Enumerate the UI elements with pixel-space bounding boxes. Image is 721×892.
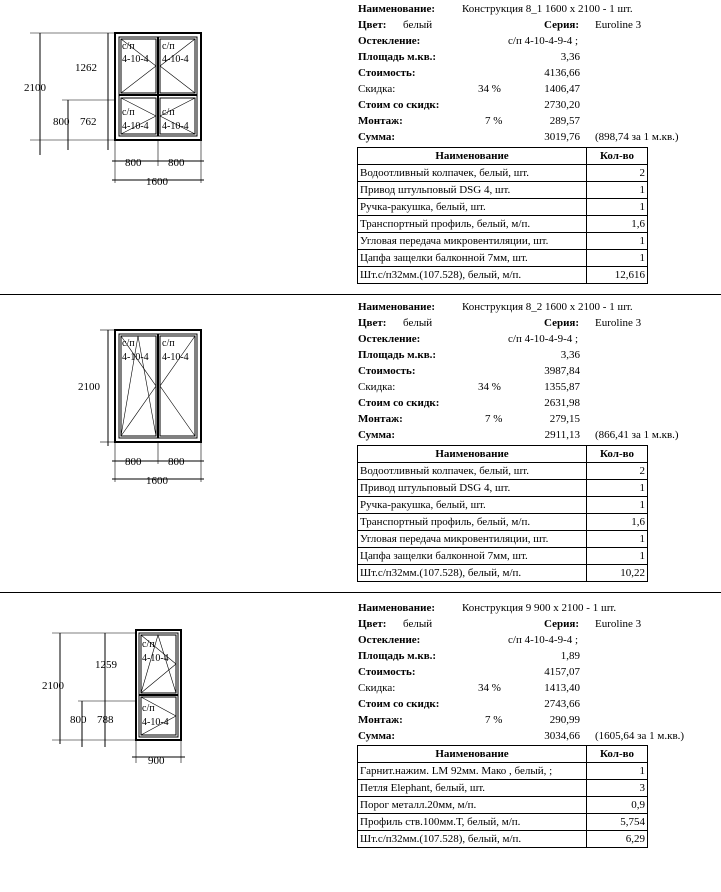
label-mount: Монтаж: — [358, 115, 403, 127]
mount-pct: 7 % — [485, 714, 503, 726]
label-mount: Монтаж: — [358, 714, 403, 726]
construction-name: Конструкция 8_1 1600 x 2100 - 1 шт. — [462, 3, 633, 15]
window-drawing-3 — [0, 597, 355, 777]
color-value: белый — [403, 317, 433, 329]
label-cost-discount: Стоим со скидк: — [358, 397, 440, 409]
table-row — [358, 797, 648, 814]
section-divider — [0, 294, 721, 295]
per-m2-value: (866,41 за 1 м.кв.) — [595, 429, 679, 441]
items-table-3 — [357, 745, 648, 848]
item-qty: 1 — [587, 548, 648, 565]
table-row — [358, 531, 648, 548]
label-area: Площадь м.кв.: — [358, 51, 437, 63]
item-name: Транспортный профиль, белый, м/п. — [358, 514, 587, 531]
item-name: Ручка-ракушка, белый, шт. — [358, 497, 587, 514]
table-row — [358, 165, 648, 182]
cost-value: 4136,66 — [544, 67, 580, 79]
dim-total-2: 1600 — [146, 475, 168, 487]
label-discount: Скидка: — [358, 682, 396, 694]
item-name: Водоотливный колпачек, белый, шт. — [358, 463, 587, 480]
label-name: Наименование: — [358, 3, 435, 15]
glazing-value: с/п 4-10-4-9-4 ; — [508, 333, 579, 345]
item-qty: 1 — [587, 182, 648, 199]
per-m2-value: (1605,64 за 1 м.кв.) — [595, 730, 685, 742]
label-color: Цвет: — [358, 317, 387, 329]
label-cost-discount: Стоим со скидк: — [358, 698, 440, 710]
table-row — [358, 267, 648, 284]
label-glazing: Остекление: — [358, 634, 421, 646]
glass-label: с/п — [162, 107, 175, 118]
dim-w1-1: 800 — [125, 157, 142, 169]
dim-upper-1: 1262 — [75, 62, 97, 74]
color-value: белый — [403, 618, 433, 630]
mount-pct: 7 % — [485, 413, 503, 425]
dim-upper-3: 1259 — [95, 659, 117, 671]
item-qty: 1,6 — [587, 216, 648, 233]
item-name: Угловая передача микровентиляции, шт. — [358, 531, 587, 548]
glass-label: 4-10-4 — [142, 717, 169, 728]
label-sum: Сумма: — [358, 429, 396, 441]
label-series: Серия: — [544, 317, 580, 329]
table-row — [358, 199, 648, 216]
item-qty: 1 — [587, 233, 648, 250]
cost-discount-value: 2631,98 — [544, 397, 580, 409]
item-name: Цапфа защелки балконной 7мм, шт. — [358, 548, 587, 565]
window-drawing-2 — [0, 298, 355, 498]
area-value: 3,36 — [560, 349, 580, 361]
item-qty: 3 — [587, 780, 648, 797]
label-discount: Скидка: — [358, 83, 396, 95]
glass-label: с/п — [122, 107, 135, 118]
dim-total-1: 1600 — [146, 176, 168, 188]
dim-lower-a-1: 800 — [53, 116, 70, 128]
discount-pct: 34 % — [478, 83, 501, 95]
cost-discount-value: 2743,66 — [544, 698, 580, 710]
color-value: белый — [403, 19, 433, 31]
table-row — [358, 814, 648, 831]
glass-label: 4-10-4 — [122, 121, 149, 132]
label-sum: Сумма: — [358, 730, 396, 742]
table-row — [358, 182, 648, 199]
item-qty: 1 — [587, 497, 648, 514]
item-name: Шт.с/п32мм.(107.528), белый, м/п. — [358, 267, 587, 284]
item-qty: 1 — [587, 531, 648, 548]
series-value: Euroline 3 — [595, 19, 642, 31]
glass-label: 4-10-4 — [162, 352, 189, 363]
label-discount: Скидка: — [358, 381, 396, 393]
item-qty: 12,616 — [587, 267, 648, 284]
table-row — [358, 463, 648, 480]
item-name: Профиль ств.100мм.Т, белый, м/п. — [358, 814, 587, 831]
series-value: Euroline 3 — [595, 317, 642, 329]
item-name: Шт.с/п32мм.(107.528), белый, м/п. — [358, 831, 587, 848]
table-row — [358, 497, 648, 514]
dim-height-3: 2100 — [42, 680, 64, 692]
item-name: Привод штульповый DSG 4, шт. — [358, 182, 587, 199]
items-table-1 — [357, 147, 648, 284]
discount-value: 1406,47 — [544, 83, 580, 95]
item-qty: 2 — [587, 463, 648, 480]
mount-pct: 7 % — [485, 115, 503, 127]
item-name: Водоотливный колпачек, белый, шт. — [358, 165, 587, 182]
item-name: Порог металл.20мм, м/п. — [358, 797, 587, 814]
glass-label: с/п — [162, 41, 175, 52]
label-cost: Стоимость: — [358, 365, 416, 377]
label-glazing: Остекление: — [358, 35, 421, 47]
dim-lower-a-3: 800 — [70, 714, 87, 726]
label-area: Площадь м.кв.: — [358, 349, 437, 361]
construction-section-3 — [0, 597, 721, 892]
item-qty: 6,29 — [587, 831, 648, 848]
label-cost: Стоимость: — [358, 67, 416, 79]
item-qty: 1 — [587, 199, 648, 216]
discount-pct: 34 % — [478, 682, 501, 694]
section-divider — [0, 592, 721, 593]
item-name: Привод штульповый DSG 4, шт. — [358, 480, 587, 497]
label-glazing: Остекление: — [358, 333, 421, 345]
label-mount: Монтаж: — [358, 413, 403, 425]
label-color: Цвет: — [358, 19, 387, 31]
dim-height-1: 2100 — [24, 82, 46, 94]
table-row — [358, 216, 648, 233]
glass-label: с/п — [142, 639, 155, 650]
item-qty: 10,22 — [587, 565, 648, 582]
table-row — [358, 514, 648, 531]
label-sum: Сумма: — [358, 131, 396, 143]
col-qty-header: Кол-во — [587, 148, 648, 165]
label-name: Наименование: — [358, 301, 435, 313]
series-value: Euroline 3 — [595, 618, 642, 630]
table-row — [358, 763, 648, 780]
glass-label: 4-10-4 — [162, 121, 189, 132]
mount-value: 279,15 — [549, 413, 580, 425]
table-row — [358, 565, 648, 582]
table-row — [358, 831, 648, 848]
window-drawing-1 — [0, 0, 355, 292]
col-name-header: Наименование — [358, 148, 587, 165]
dim-lower-b-1: 762 — [80, 116, 97, 128]
per-m2-value: (898,74 за 1 м.кв.) — [595, 131, 679, 143]
sum-value: 2911,13 — [544, 429, 580, 441]
item-qty: 0,9 — [587, 797, 648, 814]
discount-pct: 34 % — [478, 381, 501, 393]
label-series: Серия: — [544, 618, 580, 630]
construction-name: Конструкция 8_2 1600 x 2100 - 1 шт. — [462, 301, 633, 313]
label-color: Цвет: — [358, 618, 387, 630]
item-qty: 5,754 — [587, 814, 648, 831]
sum-value: 3034,66 — [544, 730, 580, 742]
item-qty: 1 — [587, 480, 648, 497]
area-value: 1,89 — [560, 650, 580, 662]
dim-height-2: 2100 — [78, 381, 100, 393]
dim-lower-b-3: 788 — [97, 714, 114, 726]
cost-discount-value: 2730,20 — [544, 99, 580, 111]
item-name: Угловая передача микровентиляции, шт. — [358, 233, 587, 250]
glass-label: 4-10-4 — [142, 653, 169, 664]
glazing-value: с/п 4-10-4-9-4 ; — [508, 634, 579, 646]
col-name-header: Наименование — [358, 446, 587, 463]
glass-label: с/п — [142, 703, 155, 714]
item-qty: 1 — [587, 250, 648, 267]
glass-label: 4-10-4 — [162, 54, 189, 65]
item-qty: 1 — [587, 763, 648, 780]
item-name: Шт.с/п32мм.(107.528), белый, м/п. — [358, 565, 587, 582]
item-qty: 2 — [587, 165, 648, 182]
construction-section-2 — [0, 298, 721, 590]
dim-w1-2: 800 — [125, 456, 142, 468]
discount-value: 1355,87 — [544, 381, 580, 393]
glass-label: с/п — [122, 41, 135, 52]
construction-name: Конструкция 9 900 x 2100 - 1 шт. — [462, 602, 617, 614]
table-row — [358, 780, 648, 797]
table-row — [358, 250, 648, 267]
col-qty-header: Кол-во — [587, 446, 648, 463]
dim-total-3: 900 — [148, 755, 165, 767]
label-cost-discount: Стоим со скидк: — [358, 99, 440, 111]
item-name: Цапфа защелки балконной 7мм, шт. — [358, 250, 587, 267]
cost-value: 3987,84 — [544, 365, 580, 377]
area-value: 3,36 — [560, 51, 580, 63]
col-qty-header: Кол-во — [587, 746, 648, 763]
glass-label: с/п — [162, 338, 175, 349]
label-cost: Стоимость: — [358, 666, 416, 678]
table-row — [358, 480, 648, 497]
dim-w2-2: 800 — [168, 456, 185, 468]
item-qty: 1,6 — [587, 514, 648, 531]
label-area: Площадь м.кв.: — [358, 650, 437, 662]
glazing-value: с/п 4-10-4-9-4 ; — [508, 35, 579, 47]
cost-value: 4157,07 — [544, 666, 580, 678]
table-row — [358, 548, 648, 565]
table-row — [358, 233, 648, 250]
dim-w2-1: 800 — [168, 157, 185, 169]
item-name: Транспортный профиль, белый, м/п. — [358, 216, 587, 233]
item-name: Петля Elephant, белый, шт. — [358, 780, 587, 797]
items-table-2 — [357, 445, 648, 582]
mount-value: 290,99 — [549, 714, 580, 726]
discount-value: 1413,40 — [544, 682, 580, 694]
label-name: Наименование: — [358, 602, 435, 614]
item-name: Гарнит.нажим. LM 92мм. Мако , белый, ; — [358, 763, 587, 780]
mount-value: 289,57 — [549, 115, 580, 127]
glass-label: 4-10-4 — [122, 352, 149, 363]
construction-section-1 — [0, 0, 721, 292]
item-name: Ручка-ракушка, белый, шт. — [358, 199, 587, 216]
glass-label: 4-10-4 — [122, 54, 149, 65]
col-name-header: Наименование — [358, 746, 587, 763]
sum-value: 3019,76 — [544, 131, 580, 143]
glass-label: с/п — [122, 338, 135, 349]
label-series: Серия: — [544, 19, 580, 31]
